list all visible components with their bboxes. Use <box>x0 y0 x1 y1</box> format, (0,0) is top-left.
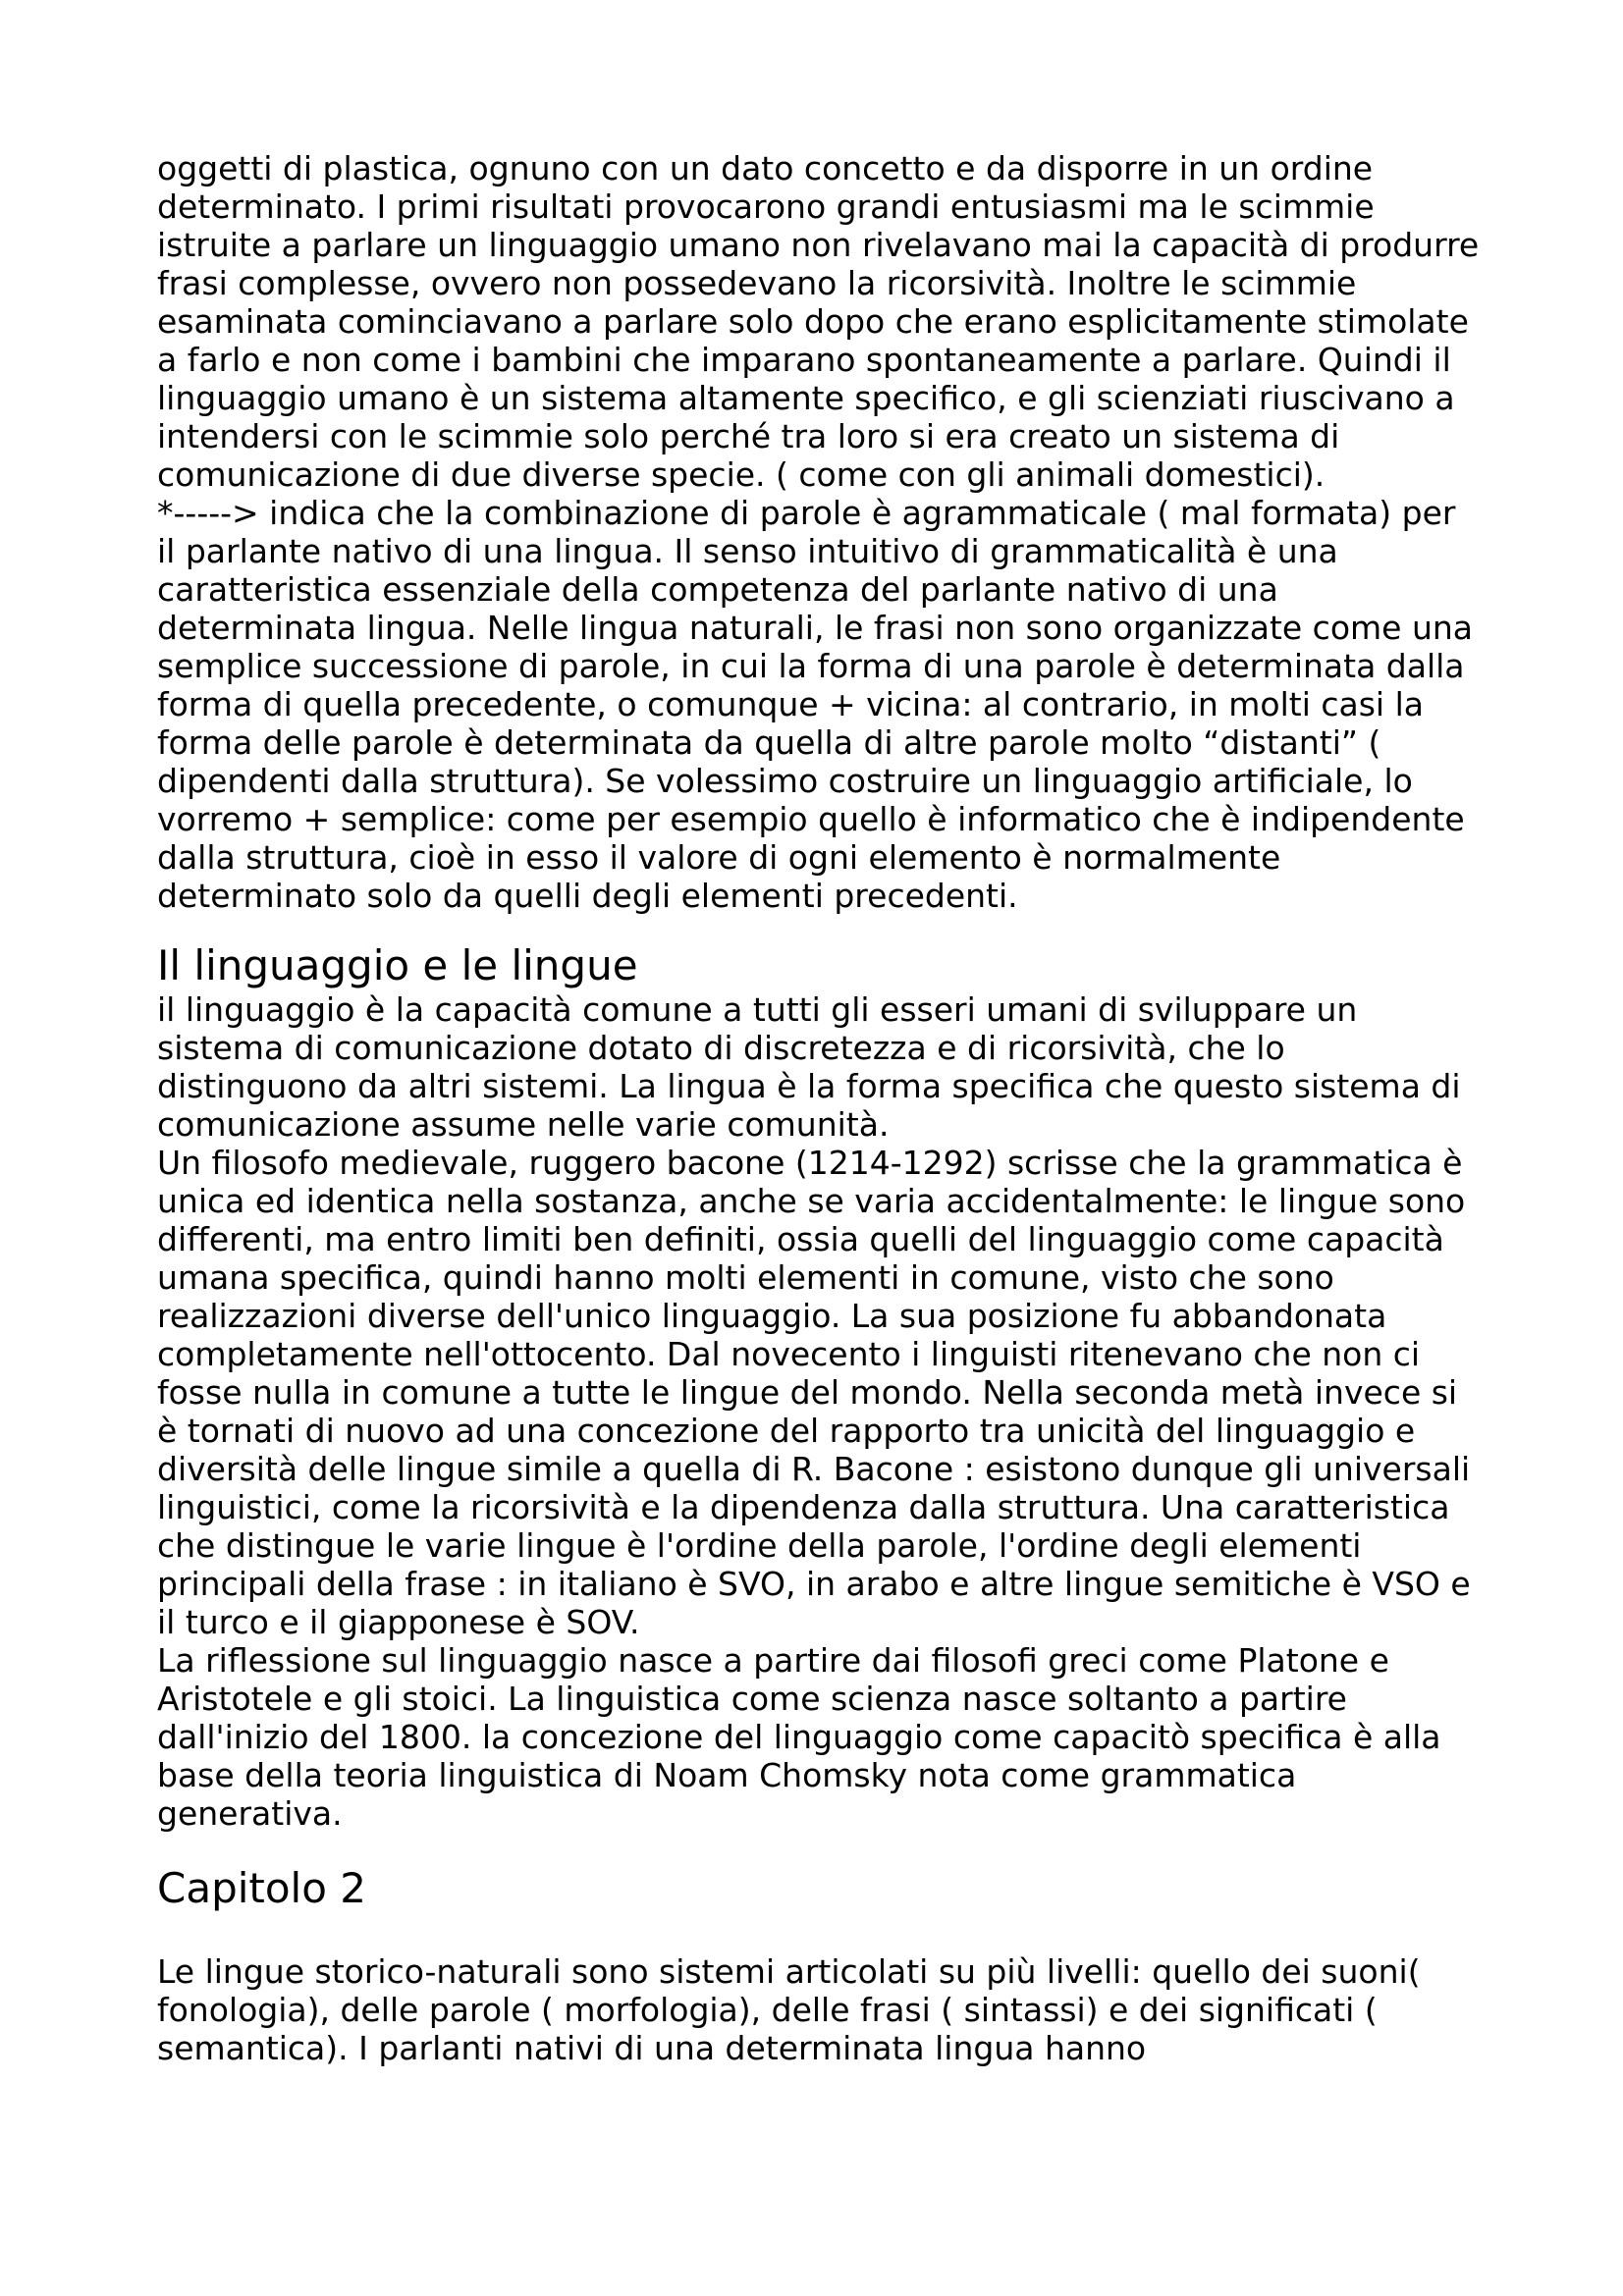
document-page <box>157 149 1483 2067</box>
section-heading-linguaggio: Il linguaggio e le lingue <box>157 941 638 989</box>
section2-paragraph-1: Le lingue storico-naturali sono sistemi articolati su più livelli: quello dei suoni( fonologia), delle parole ( morfologia), delle frasi ( sintassi) e dei significati ( semantica). I parlanti nativi di una determinata lingua hanno <box>157 1952 1421 2067</box>
asterisk-paragraph: *-----> indica che la combinazione di parole è agrammaticale ( mal formata) per il parlante nativo di una lingua. Il senso intuitivo di grammaticalità è una caratteristica essenziale della competenza del parlante nativo di una determinata lingua. Nelle lingua naturali, le frasi non sono organizzate come una semplice successione di parole, in cui la forma di una parole è determinata dalla forma di quella precedente, o comunque + vicina: al contrario, in molti casi la forma delle parole è determinata da quella di altre parole molto “distanti” ( dipendenti dalla struttura). Se volessimo costruire un linguaggio artificiale, lo vorremo + semplice: come per esempio quello è informatico che è indipendente dalla struttura, cioè in esso il valore di ogni elemento è normalmente determinato solo da quelli degli elementi precedenti. <box>157 494 1473 915</box>
section1-paragraph-3: La riflessione sul linguaggio nasce a partire dai filosofi greci come Platone e Aristotele e gli stoici. La linguistica come scienza nasce soltanto a partire dall'inizio del 1800. la concezione del linguaggio come capacitò specifica è alla base della teoria linguistica di Noam Chomsky nota come grammatica generativa. <box>157 1641 1441 1833</box>
section1-paragraph-2: Un filosofo medievale, ruggero bacone (1214-1292) scrisse che la grammatica è unica ed identica nella sostanza, anche se varia accidentalmente: le lingue sono differenti, ma entro limiti ben definiti, ossia quelli del linguaggio come capacità umana specifica, quindi hanno molti elementi in comune, visto che sono realizzazioni diverse dell'unico linguaggio. La sua posizione fu abbandonata completamente nell'ottocento. Dal novecento i linguisti ritenevano che non ci fosse nulla in comune a tutte le lingue del mondo. Nella seconda metà invece si è tornati di nuovo ad una concezione del rapporto tra unicità del linguaggio e diversità delle lingue simile a quella di R. Bacone : esistono dunque gli universali linguistici, come la ricorsività e la dipendenza dalla struttura. Una caratteristica che distingue le varie lingue è l'ordine della parole, l'ordine degli elementi principali della frase : in italiano è SVO, in arabo e altre lingue semitiche è VSO e il turco e il giapponese è SOV. <box>157 1144 1471 1641</box>
section1-paragraph-1: il linguaggio è la capacità comune a tutti gli esseri umani di sviluppare un sistema di comunicazione dotato di discretezza e di ricorsività, che lo distinguono da altri sistemi. La lingua è la forma specifica che questo sistema di comunicazione assume nelle varie comunità. <box>157 990 1461 1144</box>
intro-paragraph: oggetti di plastica, ognuno con un dato concetto e da disporre in un ordine determinato. I primi risultati provocarono grandi entusiasmi ma le scimmie istruite a parlare un linguaggio umano non rivelavano mai la capacità di produrre frasi complesse, ovvero non possedevano la ricorsività. Inoltre le scimmie esaminata cominciavano a parlare solo dopo che erano esplicitamente stimolate a farlo e non come i bambini che imparano spontaneamente a parlare. Quindi il linguaggio umano è un sistema altamente specifico, e gli scienziati riuscivano a intendersi con le scimmie solo perché tra loro si era creato un sistema di comunicazione di due diverse specie. ( come con gli animali domestici). <box>157 149 1480 494</box>
section-heading-capitolo-2: Capitolo 2 <box>157 1864 366 1912</box>
